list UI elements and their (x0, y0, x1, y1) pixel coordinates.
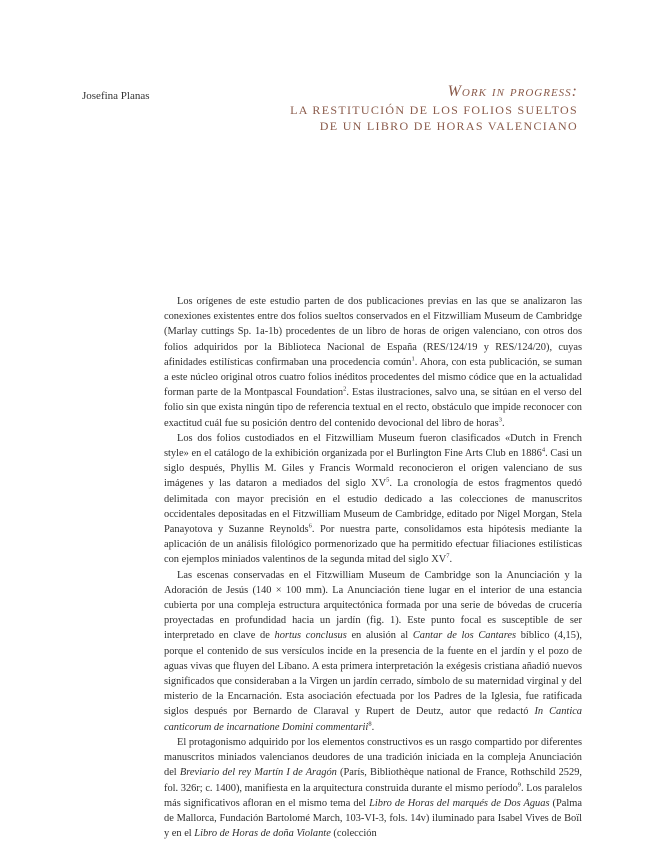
text-span: Los orígenes de este estudio parten de dos publicaciones previas en las que se analizaron las conexiones existentes entre dos folios sueltos conservados en el Fitzwilliam Museum de Cambridge (Marlay cuttings Sp. 1a-1b) procedentes de un libro de horas de origen valenciano, con otros dos folios adquiridos por la Biblioteca Nacional de España (RES/124/19 y RES/124/20), cuyas afinidades estilísticas confirmaban una procedencia común (164, 296, 582, 368)
text-span: . Los paralelos más significativos afloran en el mismo tema del (164, 782, 582, 809)
italic-term: In Cantica canticorum de incarnatione Domini commentarii (164, 706, 583, 733)
italic-term: Libro de Horas del marqués de Dos Aguas (369, 797, 550, 809)
running-head-author: Josefina Planas (82, 90, 150, 102)
text-span: . Ahora, con esta publicación, se suman a este núcleo original otros cuatro folios inéditos procedentes del mismo códice que en la actualidad forman parte de la Montpascal Foundation (164, 356, 583, 399)
italic-term: Cantar de los Cantares (412, 630, 517, 642)
text-span: bíblico (4,15), porque el contenido de sus versículos incide en la presencia de la fuente en el jardín y el pozo de aguas vivas que fluyen del Líbano. A esta primera interpretación la exégesis cristiana añadió nuevos significados que consideraban a la Virgen un jardín cerrado, símbolo de su maternidad virginal y del misterio de la Encarnación. Esta asociación efectuada por los Padres de la Iglesia, fue ratificada siglos después por Bernardo de Claraval y Rupert de Deutz, autor que redactó (164, 630, 582, 718)
footnote-ref-6: 6 (308, 522, 312, 530)
text-span: . Casi un siglo después, Phyllis M. Giles y Francis Wormald reconocieron el origen valenciano de sus imágenes y las dataron a mediados del siglo XV (164, 448, 582, 490)
footnote-ref-7: 7 (446, 552, 450, 560)
text-span: . (449, 554, 453, 566)
title-line-1: Work in progress: (447, 83, 578, 100)
paragraph-4 (164, 735, 582, 841)
footnote-ref-4: 4 (541, 446, 546, 454)
text-span: . (501, 417, 505, 429)
text-span: . Estas ilustraciones, salvo una, se sitúan en el verso del folio sin que exista ningún tipo de referencia textual en el recto, obstáculo que impide reconocer con exactitud cuál fue su posición dentro del contenido devocional del libro de horas (164, 387, 582, 429)
text-span: Los dos folios custodiados en el Fitzwilliam Museum fueron clasificados «Dutch in French style» en el catálogo de la exhibición organizada por el Burlington Fine Arts Club en 1886 (164, 432, 582, 460)
footnote-ref-3: 3 (498, 416, 502, 424)
article-body (164, 294, 582, 841)
italic-term: hortus conclusus (274, 630, 347, 642)
text-span: . (371, 721, 375, 733)
footnote-ref-2: 2 (343, 385, 347, 393)
paragraph-3 (164, 568, 582, 735)
text-span: Las escenas conservadas en el Fitzwilliam Museum de Cambridge son la Anunciación y la Adoración de Jesús (140 × 100 mm). La Anunciación tiene lugar en el interior de una estancia cubierta por una compleja estructura arquitectónica formada por una serie de bóvedas de crucería proyectadas en profundidad hacia un jardín (fig. 1). Este punto focal es susceptible de ser interpretado en clave de (164, 569, 582, 642)
paragraph-2 (164, 431, 582, 568)
text-span: en alusión al (346, 630, 413, 642)
title-line-2: LA RESTITUCIÓN DE LOS FOLIOS SUELTOS (290, 103, 578, 117)
paragraph-1 (164, 294, 582, 431)
text-span: El protagonismo adquirido por los elementos constructivos es un rasgo compartido por diferentes manuscritos miniados valencianos deudores de una tradición iniciada en la compleja Anunciación del (164, 736, 582, 779)
article-title (290, 82, 578, 134)
italic-term: Breviario del rey Martín I de Aragón (179, 767, 337, 779)
text-span: (colección (330, 828, 377, 840)
text-span: . Por nuestra parte, consolidamos esta hipótesis mediante la aplicación de un análisis filológico pormenorizado que ha permitido efectuar filiaciones estilísticas con ejemplos miniados valentinos de la segunda mitad del siglo XV (164, 524, 583, 566)
text-span: . La cronología de estos fragmentos quedó delimitada con mayor precisión en el estudio dedicado a las colecciones de manuscritos occidentales depositadas en el Fitzwilliam Museum de Cambridge, editado por Nigel Morgan, Stela Panayotova y Suzanne Reynolds (164, 478, 582, 536)
footnote-ref-5: 5 (386, 476, 390, 484)
text-span: (Palma de Mallorca, Fundación Bartolomé March, 103-VI-3, fols. 14v) iluminado para Isabel Vives de Boïl y en el (164, 797, 582, 840)
italic-term: Libro de Horas de doña Violante (194, 828, 331, 840)
title-line-3: DE UN LIBRO DE HORAS VALENCIANO (319, 119, 578, 133)
footnote-ref-8: 8 (368, 720, 372, 728)
footnote-ref-9: 9 (517, 781, 522, 789)
footnote-ref-1: 1 (411, 355, 415, 363)
text-span: (París, Bibliothèque national de France, Rothschild 2529, fol. 326r; c. 1400), manifiesta en la arquitectura construida durante el mismo período (164, 767, 582, 794)
